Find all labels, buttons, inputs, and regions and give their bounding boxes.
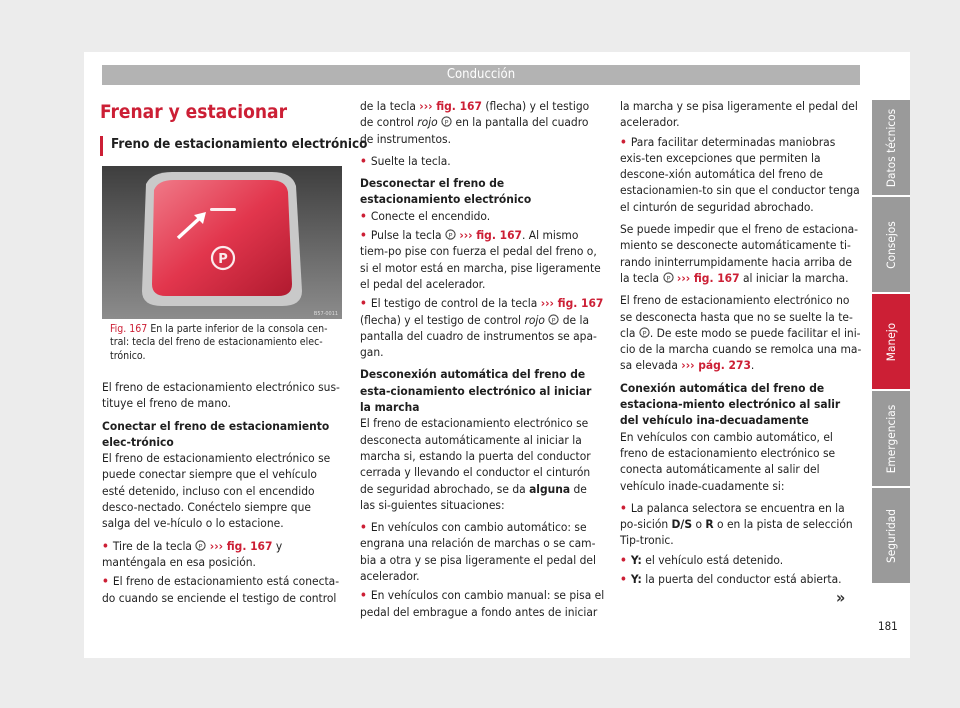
list-item: • El testigo de control de la tecla ››› fig. 167 (flecha) y el testigo de control rojo P de la pantalla del cuadro de instrumentos se apa-gan. [360, 296, 604, 360]
heading-auto-release: Desconexión automática del freno de esta-cionamiento electrónico al iniciar la marcha [360, 367, 592, 415]
prevent-paragraph: Se puede impedir que el freno de estaciona-miento se desconecte automáticamente ti-rando ininterrumpidamente hacia arriba de la tecla P ››› fig. 167 al iniciar la marcha. [620, 222, 859, 285]
svg-text:P: P [666, 274, 670, 283]
page-title: Frenar y estacionar [100, 101, 288, 123]
tab-datos-tecnicos[interactable]: Datos técnicos [872, 100, 910, 195]
svg-text:P: P [448, 231, 453, 240]
list-item: • El freno de estacionamiento está conecta-do cuando se enciende el testigo de control [102, 574, 340, 605]
heading-connect: Conectar el freno de estacionamiento elec-trónico [102, 418, 330, 449]
bullet-icon: • [620, 134, 627, 149]
bullet-icon: • [360, 153, 367, 168]
figure-caption [110, 323, 342, 363]
parking-brake-warning-icon [548, 314, 559, 325]
bullet-icon: • [620, 552, 627, 567]
page-number: 181 [878, 619, 898, 633]
list-item: • Y: la puerta del conductor está abierta. [620, 572, 842, 587]
subtitle-block [100, 136, 367, 156]
heading-disconnect: Desconectar el freno de estacionamiento electrónico [360, 176, 532, 207]
column-2 [360, 98, 605, 623]
list-item: • La palanca selectora se encuentra en la po-sición D/S o R o en la pista de selección Tip-tronic. [620, 500, 853, 548]
tab-seguridad[interactable]: Seguridad [872, 488, 910, 583]
parking-brake-icon [195, 540, 206, 551]
parking-brake-warning-icon [441, 116, 452, 127]
list-item: • Para facilitar determinadas maniobras exis-ten excepciones que permiten la descone-xión automática del freno de estacionamien-to sin que el conductor tenga el cinturón de seguridad abrochado. [620, 134, 860, 214]
bullet-icon: • [102, 574, 109, 589]
parking-brake-icon [445, 229, 456, 240]
section-header: Conducción [102, 65, 860, 85]
bullet-icon: • [360, 520, 367, 535]
fig-ref-link[interactable]: ››› fig. 167 [676, 270, 740, 285]
list-item: • Pulse la tecla P ››› fig. 167. Al mismo tiem-po pise con fuerza el pedal del freno o, si el motor está en marcha, pise ligeramente el pedal del acelerador. [360, 228, 601, 291]
parking-brake-icon [639, 327, 650, 338]
list-item: • Y: el vehículo está detenido. [620, 552, 784, 567]
list-item: • Tire de la tecla P ››› fig. 167 y manténgala en esa posición. [102, 538, 283, 569]
parking-brake-figure [102, 166, 342, 319]
figure-caption-label: Fig. 167 [110, 323, 148, 335]
parking-brake-button-image [102, 166, 342, 319]
fig-ref-link[interactable]: ››› fig. 167 [419, 99, 482, 113]
bullet-icon: • [620, 500, 627, 515]
column-3 [620, 98, 862, 590]
bullet-icon: • [360, 208, 367, 223]
list-item: • En vehículos con cambio automático: se engrana una relación de marchas o se cam-bia a otra y se pisa ligeramente el pedal del acelerador. [360, 520, 596, 584]
svg-text:P: P [551, 315, 556, 324]
svg-text:P: P [642, 329, 647, 338]
svg-text:P: P [444, 118, 449, 127]
fig-ref-link[interactable]: ››› fig. 167 [459, 228, 522, 243]
subtitle: Freno de estacionamiento electrónico [111, 137, 368, 152]
bullet-icon: • [620, 572, 627, 587]
continue-arrow-icon: » [836, 588, 846, 607]
bullet-icon: • [360, 588, 367, 603]
svg-text:P: P [218, 252, 228, 267]
tab-emergencias[interactable]: Emergencias [872, 391, 910, 486]
bullet-icon: • [360, 228, 367, 243]
fig-ref-link[interactable]: ››› fig. 167 [209, 538, 273, 553]
bullet-icon: • [360, 296, 367, 311]
slow-release-paragraph: El freno de estacionamiento electrónico no se desconecta hasta que no se suelte la te-cla P . De este modo se puede facilitar el ini-cio de la marcha cuando se remolca una ma-sa elevada ››› pág. 273. [620, 293, 862, 373]
figure-code: B57-0011 [313, 311, 338, 317]
bullet-icon: • [102, 538, 109, 553]
continued-paragraph: la marcha y se pisa ligeramente el pedal del acelerador. [620, 99, 858, 130]
auto-apply-paragraph: En vehículos con cambio automático, el freno de estacionamiento electrónico se conecta automáticamente al salir del vehículo inade-cuadamente si: [620, 429, 836, 493]
column-1 [102, 379, 342, 609]
heading-auto-apply: Conexión automática del freno de estaciona-miento electrónico al salir del vehículo ina-decuadamente [620, 380, 841, 428]
tab-manejo[interactable]: Manejo [872, 294, 910, 389]
tab-consejos[interactable]: Consejos [872, 197, 910, 292]
intro-paragraph: El freno de estacionamiento electrónico sus-tituye el freno de mano. [102, 380, 340, 411]
page-ref-link[interactable]: ››› pág. 273 [681, 358, 751, 373]
connect-paragraph: El freno de estacionamiento electrónico se puede conectar siempre que el vehículo esté detenido, incluso con el encendido desco-nectado. Conéctelo siempre que salga del ve-hículo o lo estacione. [102, 451, 331, 531]
fig-ref-link[interactable]: ››› fig. 167 [540, 296, 604, 311]
parking-brake-icon [663, 272, 674, 283]
auto-release-paragraph: El freno de estacionamiento electrónico se desconecta automáticamente al iniciar la marcha si, estando la puerta del conductor cerrada y llevando el conductor el cinturón de seguridad abrochado, se da alguna de las si-guientes situaciones: [360, 416, 591, 512]
svg-text:P: P [198, 541, 203, 550]
continued-paragraph: de la tecla ››› fig. 167 (flecha) y el testigo de control rojo P en la pantalla del cuadro de instrumentos. [360, 99, 590, 146]
list-item: • En vehículos con cambio manual: se pisa el pedal del embrague a fondo antes de iniciar [360, 588, 605, 619]
figure-caption-text: En la parte inferior de la consola cen-tral: tecla del freno de estacionamiento elec-trónico. [110, 323, 328, 362]
list-item: • Conecte el encendido. [360, 208, 491, 223]
list-item: • Suelte la tecla. [360, 153, 451, 168]
